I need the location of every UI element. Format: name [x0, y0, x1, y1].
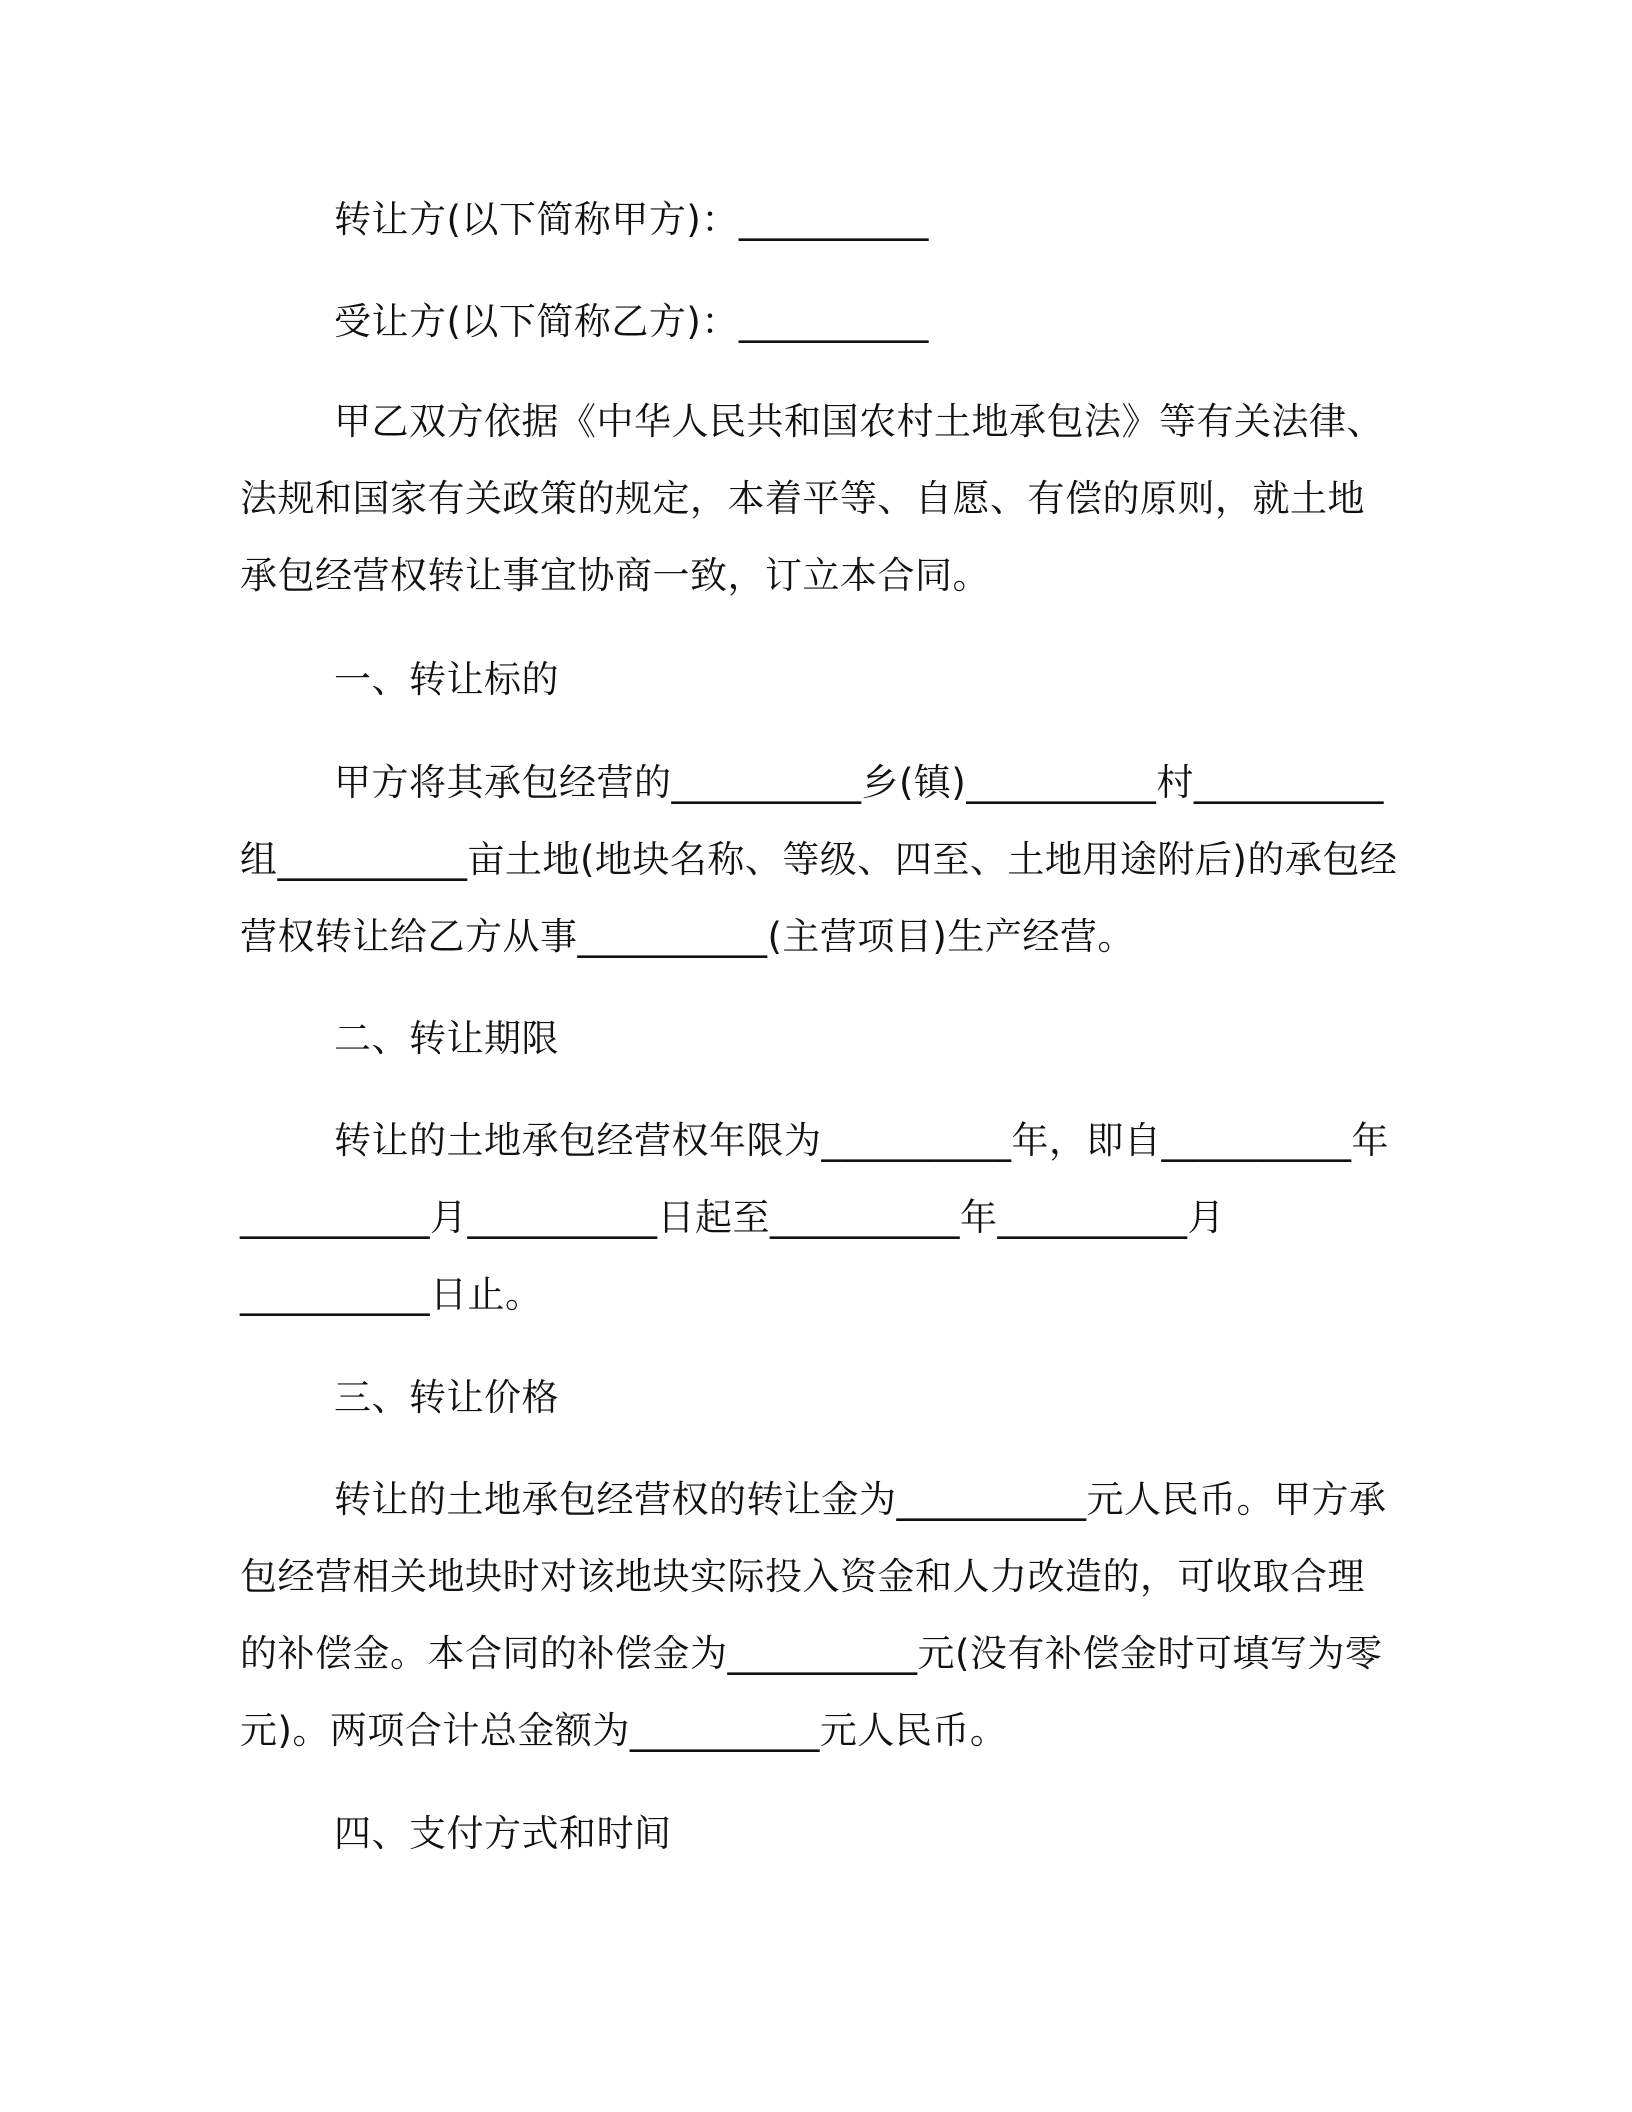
section1-line-2: 组__________亩土地(地块名称、等级、四至、土地用途附后)的承包经	[240, 838, 1398, 881]
section1-line-3: 营权转让给乙方从事__________(主营项目)生产经营。	[240, 915, 1135, 958]
section-heading-1: 一、转让标的	[334, 658, 559, 701]
preamble-line-2: 法规和国家有关政策的规定，本着平等、自愿、有偿的原则，就土地	[240, 477, 1365, 520]
section-heading-4: 四、支付方式和时间	[334, 1812, 672, 1855]
section-heading-3: 三、转让价格	[334, 1376, 559, 1419]
section3-line-2: 包经营相关地块时对该地块实际投入资金和人力改造的，可收取合理	[240, 1555, 1365, 1598]
section-heading-2: 二、转让期限	[334, 1017, 559, 1060]
section3-line-4: 元)。两项合计总金额为__________元人民币。	[240, 1709, 1008, 1752]
section2-line-2: __________月__________日起至__________年__________月	[240, 1196, 1225, 1239]
section3-line-3: 的补偿金。本合同的补偿金为__________元(没有补偿金时可填写为零	[240, 1632, 1383, 1675]
preamble-line-3: 承包经营权转让事宜协商一致，订立本合同。	[240, 554, 990, 597]
transferee-line: 受让方(以下简称乙方)：__________	[334, 300, 929, 343]
section1-line-1: 甲方将其承包经营的__________乡(镇)__________村__________	[334, 761, 1384, 804]
section2-line-3: __________日止。	[240, 1273, 543, 1316]
section2-line-1: 转让的土地承包经营权年限为__________年，即自__________年	[334, 1119, 1389, 1162]
preamble-line-1: 甲乙双方依据《中华人民共和国农村土地承包法》等有关法律、	[334, 400, 1384, 443]
transferor-line: 转让方(以下简称甲方)：__________	[334, 198, 929, 241]
section3-line-1: 转让的土地承包经营权的转让金为__________元人民币。甲方承	[334, 1478, 1387, 1521]
